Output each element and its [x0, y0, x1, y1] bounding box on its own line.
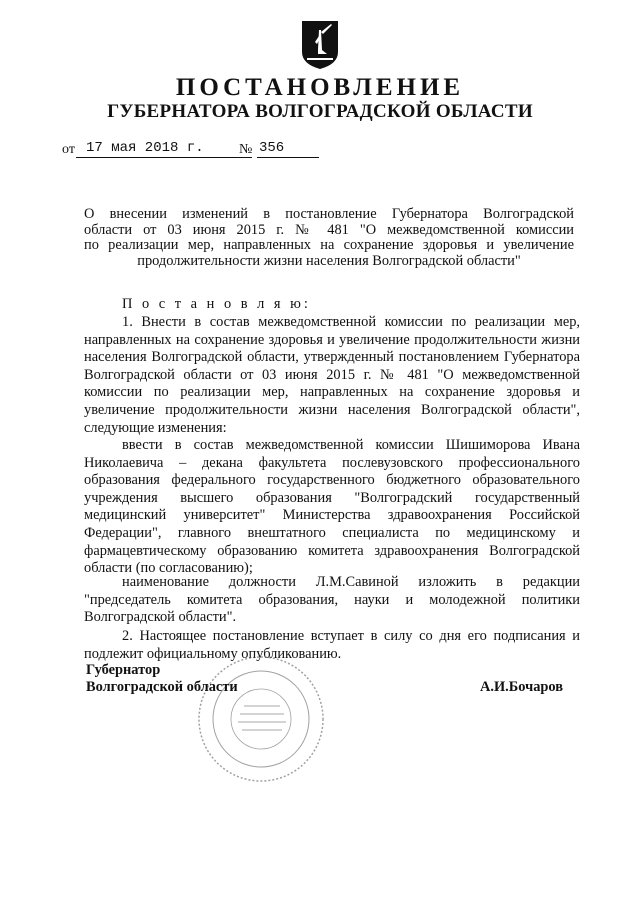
date-label: от: [62, 142, 75, 157]
item-1-addition: ввести в состав межведомственной комиссии Шишиморова Ивана Николаевича – декана факультета послевузовского профессионального образования федерального государственного бюджетного образовательного учреждения высшего образования "Волгоградский государственный медицинский университет" Министерства здравоохранения Российской Федерации", главного внештатного специалиста по медицинскому и фармацевтическому образованию комитета здравоохранения Волгоградской области (по согласованию);: [84, 437, 580, 577]
number-label: №: [239, 142, 253, 157]
item-1-intro: 1. Внести в состав межведомственной комиссии по реализации мер, направленных на сохранение здоровья и увеличение продолжительности жизни населения Волгоградской области, утвержденный постановлением Губернатора Волгоградской области от 03 июня 2015 г. № 481 "О межведомственной комиссии по реализации мер, направленных на сохранение здоровья и увеличение продолжительности жизни населения Волгоградской области", следующие изменения:: [84, 314, 580, 436]
subject-line: области от 03 июня 2015 г. № 481 "О межведомственной комиссии: [84, 221, 574, 238]
item-1-rename: наименование должности Л.М.Савиной изложить в редакции "председатель комитета образования, науки и молодежной политики Волгоградской области".: [84, 574, 580, 626]
signatory-position-line: Губернатор: [86, 662, 161, 678]
document-subtitle: ГУБЕРНАТОРА ВОЛГОГРАДСКОЙ ОБЛАСТИ: [107, 101, 533, 122]
document-title: ПОСТАНОВЛЕНИЕ: [175, 74, 465, 101]
subject-line: О внесении изменений в постановление Губернатора Волгоградской: [84, 206, 574, 222]
signatory-name: А.И.Бочаров: [480, 679, 564, 695]
subject-line: продолжительности жизни населения Волгоградской области": [137, 252, 521, 269]
document-number: 356: [257, 139, 319, 158]
decree-word: П о с т а н о в л я ю:: [122, 296, 311, 312]
document-date: 17 мая 2018 г.: [76, 139, 252, 158]
document-subject: [84, 207, 574, 269]
subject-line: по реализации мер, направленных на сохранение здоровья и увеличение: [84, 237, 574, 253]
volgograd-coat-of-arms-icon: [301, 20, 339, 70]
signatory-position: [86, 662, 238, 696]
signatory-position-line: Волгоградской области: [86, 679, 238, 695]
item-2: 2. Настоящее постановление вступает в силу со дня его подписания и подлежит официальному опубликованию.: [84, 628, 580, 662]
